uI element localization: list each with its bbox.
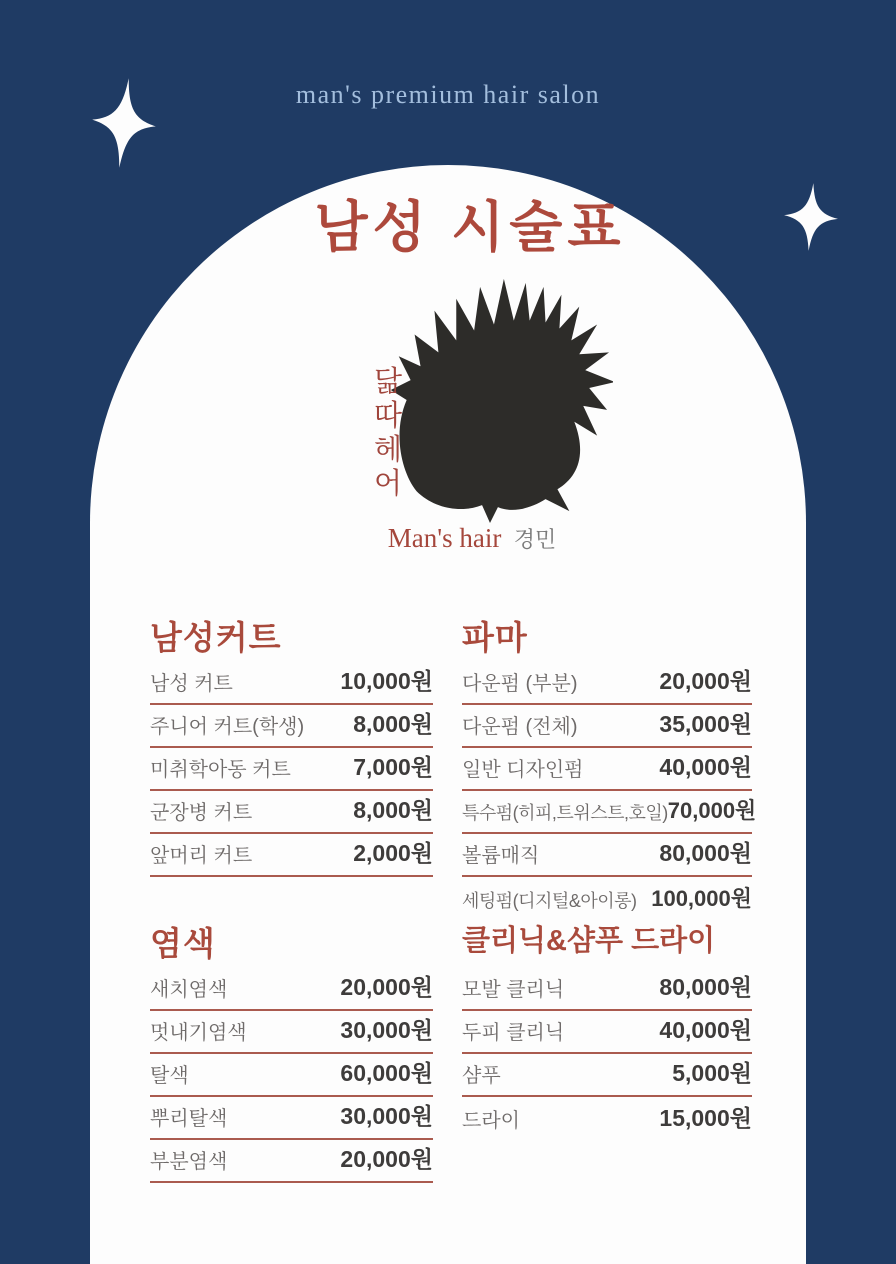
section-title: 남성커트 [150, 619, 282, 656]
logo-caption-ko: 경민 [513, 527, 557, 552]
menu-item-row [150, 662, 433, 705]
section-perm [462, 612, 757, 920]
menu-item-row [150, 791, 433, 834]
price-list [462, 968, 752, 1140]
item-price: 60,000원 [340, 1060, 433, 1086]
menu-item-row [462, 705, 752, 748]
menu-item-row [462, 1011, 752, 1054]
item-price: 30,000원 [340, 1017, 433, 1043]
item-name: 드라이 [462, 1110, 520, 1132]
item-name: 일반 디자인펌 [462, 759, 584, 781]
item-name: 새치염색 [150, 979, 228, 1001]
item-price: 40,000원 [659, 1017, 752, 1043]
price-list [150, 968, 433, 1183]
item-name: 탈색 [150, 1065, 189, 1087]
logo-caption-en: Man's hair [387, 523, 502, 553]
item-name: 미취학아동 커트 [150, 759, 291, 781]
salon-tagline: man's premium hair salon [295, 80, 601, 109]
menu-item-row [150, 1097, 433, 1140]
item-name: 남성 커트 [150, 673, 233, 695]
item-price: 2,000원 [353, 840, 433, 866]
menu-item-row [462, 834, 752, 877]
item-price: 8,000원 [353, 797, 433, 823]
item-name: 두피 클리닉 [462, 1022, 565, 1044]
item-name: 특수펌(히피,트위스트,호일) [462, 803, 668, 823]
item-price: 70,000원 [667, 798, 757, 823]
menu-item-row [150, 705, 433, 748]
item-price: 10,000원 [340, 668, 433, 694]
menu-item-row [462, 877, 752, 920]
menu-item-row [462, 662, 752, 705]
item-price: 20,000원 [340, 1146, 433, 1172]
menu-item-row [150, 1140, 433, 1183]
section-clinic-shampoo-dry [462, 918, 752, 1140]
menu-card [90, 165, 806, 1264]
item-name: 뿌리탈색 [150, 1108, 228, 1130]
menu-item-row [462, 791, 757, 834]
item-price: 100,000원 [651, 886, 752, 911]
item-price: 40,000원 [659, 754, 752, 780]
poster-title: 남성 시술표 [314, 196, 626, 258]
item-name: 앞머리 커트 [150, 845, 253, 867]
menu-item-row [150, 834, 433, 877]
item-price: 8,000원 [353, 711, 433, 737]
item-name: 다운펌 (부분) [462, 673, 578, 695]
item-price: 30,000원 [340, 1103, 433, 1129]
section-title: 파마 [462, 619, 528, 656]
section-mens-cut [150, 612, 433, 877]
section-title: 클리닉&샴푸 드라이 [462, 925, 716, 957]
item-name: 멋내기염색 [150, 1022, 247, 1044]
menu-item-row [462, 968, 752, 1011]
item-price: 20,000원 [659, 668, 752, 694]
item-price: 35,000원 [659, 711, 752, 737]
menu-item-row [150, 1054, 433, 1097]
menu-item-row [462, 1097, 752, 1140]
item-price: 7,000원 [353, 754, 433, 780]
menu-item-row [462, 748, 752, 791]
section-dye [150, 918, 433, 1183]
item-price: 20,000원 [340, 974, 433, 1000]
price-list [150, 662, 433, 877]
sparkle-icon [87, 75, 160, 171]
logo-caption [90, 523, 806, 554]
item-name: 세팅펌(디지털&아이롱) [462, 891, 637, 911]
item-price: 80,000원 [659, 974, 752, 1000]
menu-item-row [150, 1011, 433, 1054]
item-name: 부분염색 [150, 1151, 228, 1173]
item-price: 15,000원 [659, 1105, 752, 1131]
item-price: 5,000원 [672, 1060, 752, 1086]
item-name: 샴푸 [462, 1065, 501, 1087]
menu-item-row [150, 968, 433, 1011]
section-title: 염색 [150, 925, 216, 962]
price-list [462, 662, 757, 920]
item-name: 모발 클리닉 [462, 979, 565, 1001]
logo-vertical-name: 닮 따 헤 어 [373, 366, 402, 500]
menu-item-row [462, 1054, 752, 1097]
item-name: 다운펌 (전체) [462, 716, 578, 738]
item-price: 80,000원 [659, 840, 752, 866]
item-name: 볼륨매직 [462, 845, 540, 867]
item-name: 군장병 커트 [150, 802, 253, 824]
item-name: 주니어 커트(학생) [150, 716, 305, 738]
menu-item-row [150, 748, 433, 791]
